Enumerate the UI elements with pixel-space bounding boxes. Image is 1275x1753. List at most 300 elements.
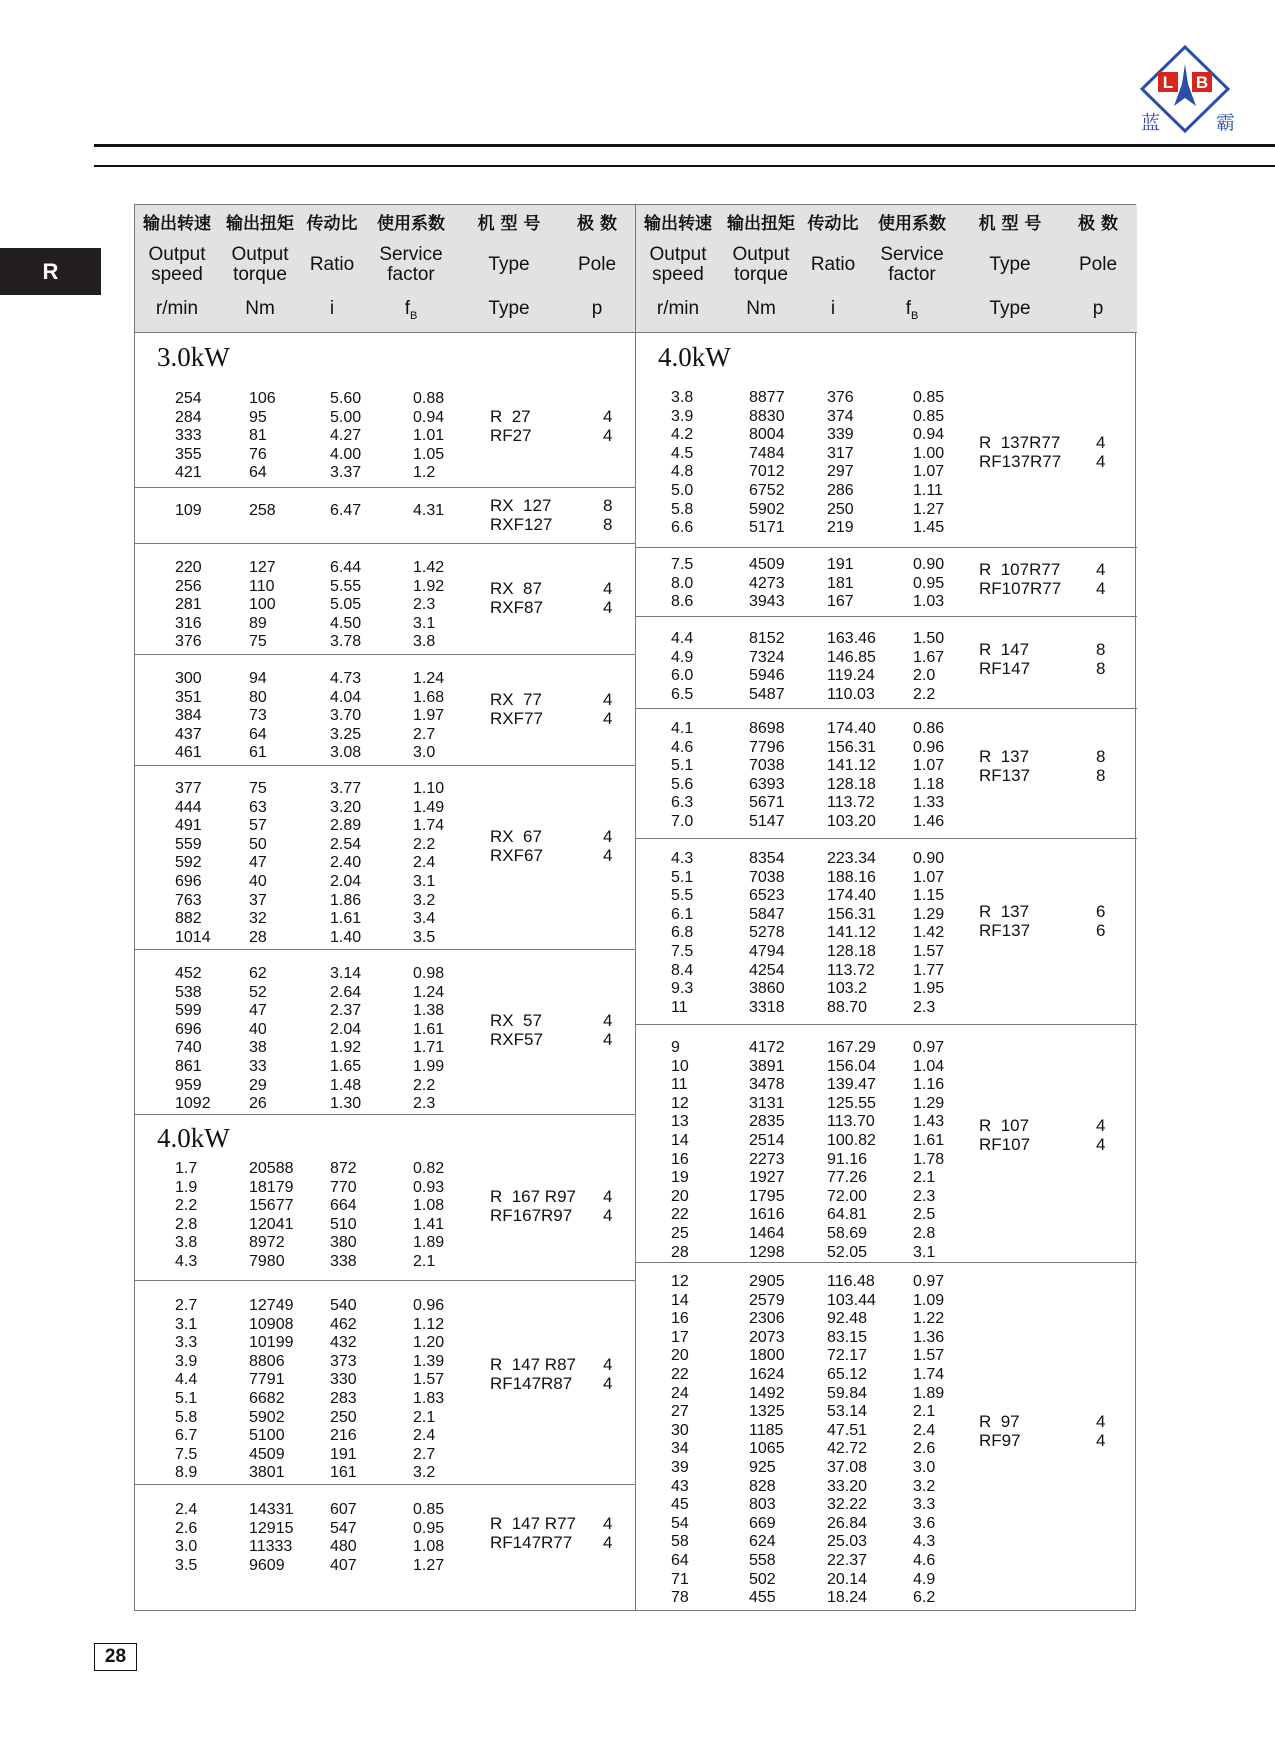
table-cell: 6.5 — [671, 685, 694, 703]
table-cell: 110.03 — [827, 685, 875, 703]
table-cell: 5.1 — [175, 1389, 198, 1407]
table-cell: 250 — [330, 1408, 357, 1426]
table-cell: 1.57 — [413, 1371, 445, 1389]
table-row — [636, 1366, 1137, 1385]
pole-label — [603, 1012, 612, 1049]
table-cell: 0.85 — [913, 407, 945, 425]
header-en-label — [301, 255, 363, 275]
table-cell: 1.07 — [913, 757, 945, 775]
table-cell: 64.81 — [827, 1206, 868, 1224]
type-line: R 137R77 — [979, 433, 1061, 452]
table-cell: 9.3 — [671, 980, 694, 998]
pole-line: 8 — [603, 496, 613, 515]
table-block — [636, 332, 1137, 547]
table-cell: 1.49 — [413, 798, 445, 816]
table-cell: 1.10 — [413, 780, 445, 797]
header-en-line: Ratio — [810, 254, 856, 275]
table-cell: 161 — [330, 1464, 357, 1482]
header-unit-text: Nm — [245, 298, 275, 319]
table-cell: 1.83 — [413, 1389, 445, 1407]
header-unit-label — [219, 299, 301, 319]
table-cell: 959 — [175, 1076, 202, 1094]
table-cell: 538 — [175, 983, 202, 1001]
block-rows — [636, 630, 1137, 704]
table-cell: 373 — [330, 1352, 357, 1370]
table-cell: 1.57 — [913, 1347, 945, 1365]
table-cell: 2.0 — [913, 667, 936, 685]
table-cell: 57 — [249, 817, 267, 835]
header-en-line: Pole — [1078, 254, 1118, 275]
type-line: R 147 — [979, 640, 1030, 659]
header-en-line: Type — [989, 254, 1031, 275]
table-cell: 20 — [671, 1347, 689, 1365]
pole-line: 6 — [1096, 920, 1106, 940]
table-cell: 20.14 — [827, 1570, 868, 1588]
pole-line: 4 — [603, 597, 613, 617]
type-line: R 147 R87 — [490, 1355, 576, 1374]
table-column-right — [635, 205, 1137, 1610]
table-cell: 1.71 — [413, 1039, 445, 1057]
block-rows — [636, 1273, 1137, 1608]
table-cell: 2.4 — [413, 1427, 436, 1445]
table-cell: 106 — [249, 390, 276, 407]
table-cell: 125.55 — [827, 1094, 876, 1112]
table-cell: 8698 — [749, 720, 785, 737]
table-cell: 1.18 — [913, 775, 945, 793]
table-cell: 174.40 — [827, 720, 876, 737]
pole-line: 4 — [603, 1205, 613, 1225]
table-cell: 491 — [175, 817, 202, 835]
table-cell: 4.73 — [330, 670, 362, 687]
table-cell: 2.2 — [413, 835, 436, 853]
table-row — [135, 726, 635, 745]
table-cell: 1.77 — [913, 961, 945, 979]
table-cell: 33 — [249, 1057, 267, 1075]
block-rows — [636, 556, 1137, 612]
table-row — [636, 1478, 1137, 1497]
table-block — [135, 487, 635, 544]
table-cell: 52 — [249, 983, 267, 1001]
table-row — [135, 799, 635, 818]
table-row — [135, 390, 635, 409]
table-cell: 8354 — [749, 850, 785, 867]
type-label — [979, 1117, 1030, 1154]
table-cell: 3.9 — [671, 407, 694, 425]
table-row — [135, 744, 635, 763]
table-row — [636, 776, 1137, 795]
table-cell: 71 — [671, 1570, 689, 1588]
header-cn-label: 传动比 — [807, 214, 859, 234]
table-cell: 421 — [175, 464, 202, 482]
table-row — [636, 1206, 1137, 1225]
table-cell: 2579 — [749, 1291, 785, 1309]
header-en-line: Output — [732, 244, 790, 265]
table-cell: 1.09 — [913, 1291, 945, 1309]
table-row — [636, 1571, 1137, 1590]
table-cell: 47 — [249, 1002, 267, 1020]
header-unit-text: i — [830, 298, 836, 319]
table-cell: 75 — [249, 780, 267, 797]
header-en-line: Type — [488, 254, 530, 275]
header-en-label — [636, 245, 720, 285]
table-row — [135, 670, 635, 689]
table-cell: 16 — [671, 1310, 689, 1328]
type-label — [490, 1515, 576, 1552]
table-cell: 73 — [249, 707, 267, 725]
table-cell: 5.8 — [671, 500, 694, 518]
table-cell: 502 — [749, 1570, 776, 1588]
table-cell: 6523 — [749, 887, 785, 905]
table-cell: 258 — [249, 502, 276, 519]
pole-line: 4 — [603, 1514, 613, 1533]
table-cell: 62 — [249, 965, 267, 982]
table-cell: 141.12 — [827, 757, 876, 775]
table-cell: 8972 — [249, 1234, 285, 1252]
table-cell: 53.14 — [827, 1403, 868, 1421]
page-number: 28 — [94, 1643, 137, 1671]
table-row — [636, 962, 1137, 981]
table-cell: 37 — [249, 891, 267, 909]
pole-label — [1096, 1117, 1105, 1154]
header-rule — [94, 144, 1275, 147]
table-cell: 803 — [749, 1496, 776, 1514]
table-cell: 127 — [249, 559, 276, 576]
table-cell: 2273 — [749, 1150, 785, 1168]
table-cell: 4.04 — [330, 688, 362, 706]
type-label — [979, 903, 1030, 940]
type-line: RXF57 — [490, 1029, 543, 1049]
table-cell: 77.26 — [827, 1169, 868, 1187]
svg-text:L: L — [1162, 73, 1174, 92]
block-rows — [135, 780, 635, 947]
table-cell: 22 — [671, 1206, 689, 1224]
table-cell: 7.0 — [671, 812, 694, 830]
table-cell: 167 — [827, 593, 854, 611]
type-line: R 107R77 — [979, 560, 1061, 579]
table-cell: 1.24 — [413, 983, 445, 1001]
table-cell: 0.82 — [413, 1160, 445, 1177]
table-cell: 110 — [249, 577, 275, 595]
header-unit-text: Nm — [746, 298, 776, 319]
table-cell: 1.43 — [913, 1113, 945, 1131]
table-cell: 128.18 — [827, 775, 876, 793]
table-cell: 2.4 — [413, 854, 436, 872]
table-cell: 547 — [330, 1519, 357, 1537]
table-row — [636, 1347, 1137, 1366]
table-cell: 2.1 — [413, 1252, 436, 1270]
table-cell: 1800 — [749, 1347, 785, 1365]
table-cell: 1.2 — [413, 464, 436, 482]
table-cell: 3.8 — [671, 389, 694, 406]
pole-label — [603, 408, 612, 445]
table-cell: 559 — [175, 835, 202, 853]
table-cell: 1.36 — [913, 1328, 945, 1346]
table-cell: 113.72 — [827, 794, 875, 812]
block-rows — [636, 720, 1137, 832]
table-cell: 20588 — [249, 1160, 294, 1177]
table-cell: 355 — [175, 445, 202, 463]
table-cell: 6682 — [249, 1389, 285, 1407]
table-cell: 1.50 — [913, 630, 945, 647]
header-unit-label — [559, 299, 635, 319]
pole-line: 4 — [603, 1011, 613, 1030]
table-cell: 2.3 — [913, 998, 936, 1016]
type-line: RF107R77 — [979, 578, 1062, 598]
table-block — [135, 1114, 635, 1281]
logo-chinese-text — [1141, 108, 1235, 135]
header-cn-label: 输出转速 — [644, 214, 712, 234]
table-cell: 146.85 — [827, 648, 876, 666]
header-unit-label — [363, 299, 459, 326]
type-label — [490, 580, 543, 617]
table-cell: 7.5 — [671, 942, 694, 960]
table-row — [636, 1552, 1137, 1571]
table-cell: 3.14 — [330, 965, 362, 982]
table-cell: 92.48 — [827, 1310, 868, 1328]
table-cell: 3.2 — [413, 891, 436, 909]
table-cell: 5.0 — [671, 481, 694, 499]
table-cell: 103.2 — [827, 980, 868, 998]
type-label — [490, 497, 552, 534]
table-cell: 1.15 — [913, 887, 945, 905]
table-cell: 339 — [827, 426, 854, 444]
header-unit-text: r/min — [155, 298, 199, 319]
header-unit-label — [960, 299, 1060, 319]
table-cell: 250 — [827, 500, 854, 518]
table-cell: 283 — [330, 1389, 357, 1407]
table-cell: 592 — [175, 854, 202, 872]
table-cell: 2.4 — [175, 1501, 198, 1518]
pole-line: 4 — [603, 1373, 613, 1393]
table-block — [636, 547, 1137, 617]
header-unit-label — [1060, 299, 1136, 319]
header-unit-text: i — [329, 298, 335, 319]
table-row — [135, 1446, 635, 1465]
table-cell: 1624 — [749, 1365, 785, 1383]
table-cell: 8877 — [749, 389, 785, 406]
pole-line: 4 — [1096, 578, 1106, 598]
table-cell: 1.22 — [913, 1310, 945, 1328]
header-en-label — [1060, 255, 1136, 275]
table-cell: 94 — [249, 670, 267, 687]
table-cell: 696 — [175, 872, 202, 890]
table-cell: 13 — [671, 1113, 689, 1131]
table-cell: 5100 — [249, 1427, 285, 1445]
table-row — [636, 630, 1137, 649]
table-cell: 872 — [330, 1160, 357, 1177]
table-block — [636, 1024, 1137, 1263]
table-block — [135, 765, 635, 950]
type-line: RX 67 — [490, 827, 542, 846]
table-cell: 254 — [175, 390, 202, 407]
table-cell: 376 — [175, 633, 202, 651]
table-cell: 2.7 — [413, 1445, 436, 1463]
table-cell: 3.1 — [413, 614, 436, 632]
table-cell: 89 — [249, 614, 267, 632]
table-row — [135, 446, 635, 465]
table-cell: 1.27 — [413, 1556, 445, 1574]
table-cell: 1616 — [749, 1206, 785, 1224]
table-cell: 8.6 — [671, 593, 694, 611]
table-cell: 26 — [249, 1095, 267, 1113]
block-rows — [135, 390, 635, 483]
type-line: RX 77 — [490, 690, 542, 709]
table-row — [636, 739, 1137, 758]
table-cell: 34 — [671, 1440, 689, 1458]
header-en-label — [363, 245, 459, 285]
header-unit-label — [720, 299, 802, 319]
table-cell: 17 — [671, 1328, 689, 1346]
table-block — [636, 1262, 1137, 1611]
header-unit-subscript: B — [910, 309, 919, 322]
table-cell: 6.0 — [671, 667, 694, 685]
table-row — [636, 1310, 1137, 1329]
table-cell: 338 — [330, 1252, 357, 1270]
pole-label — [1096, 1413, 1105, 1450]
table-cell: 3.25 — [330, 725, 362, 743]
table-cell: 664 — [330, 1197, 357, 1215]
table-row — [636, 1533, 1137, 1552]
table-cell: 32 — [249, 910, 267, 928]
table-cell: 1185 — [749, 1421, 784, 1439]
header-cn-label: 极 数 — [1078, 214, 1118, 234]
table-cell: 1.92 — [413, 577, 445, 595]
table-row — [135, 464, 635, 483]
table-cell: 3.1 — [175, 1315, 198, 1333]
type-line: RF147R87 — [490, 1373, 573, 1393]
table-cell: 18179 — [249, 1178, 294, 1196]
table-row — [636, 1459, 1137, 1478]
header-cn-label: 输出转速 — [143, 214, 211, 234]
pole-label — [1096, 903, 1105, 940]
table-cell: 1.11 — [913, 481, 943, 499]
table-row — [135, 1095, 635, 1114]
table-cell: 1795 — [749, 1187, 785, 1205]
table-cell: 4.1 — [671, 720, 694, 737]
table-cell: 39 — [671, 1458, 689, 1476]
table-cell: 4.3 — [913, 1533, 936, 1551]
header-en-label — [135, 245, 219, 285]
table-row — [636, 813, 1137, 832]
table-row — [636, 593, 1137, 612]
table-cell: 3.1 — [413, 872, 436, 890]
table-cell: 4.3 — [671, 850, 694, 867]
header-en-line: Output — [231, 244, 289, 265]
type-label — [490, 1356, 576, 1393]
table-row — [636, 1292, 1137, 1311]
table-row — [135, 615, 635, 634]
table-cell: 380 — [330, 1234, 357, 1252]
table-row — [636, 501, 1137, 520]
table-row — [135, 502, 635, 521]
pole-line: 4 — [603, 690, 613, 709]
table-block — [636, 838, 1137, 1025]
pole-line: 4 — [603, 425, 613, 445]
table-cell: 333 — [175, 427, 202, 445]
table-cell: 83.15 — [827, 1328, 868, 1346]
table-cell: 1.67 — [913, 648, 945, 666]
table-cell: 770 — [330, 1178, 357, 1196]
table-cell: 3131 — [749, 1094, 785, 1112]
table-row — [636, 887, 1137, 906]
table-cell: 4509 — [249, 1445, 285, 1463]
header-en-line: Pole — [577, 254, 617, 275]
table-cell: 7038 — [749, 757, 785, 775]
power-label: 4.0kW — [658, 342, 731, 372]
table-cell: 5.1 — [671, 757, 694, 775]
table-cell: 7791 — [249, 1371, 285, 1389]
table-cell: 3.0 — [913, 1458, 936, 1476]
table-row — [636, 389, 1137, 408]
table-row — [135, 559, 635, 578]
table-cell: 2.8 — [913, 1224, 936, 1242]
table-cell: 2.7 — [413, 725, 436, 743]
table-row — [636, 1329, 1137, 1348]
table-cell: 2.3 — [413, 596, 436, 614]
header-en-line: Service — [379, 244, 443, 265]
table-cell: 407 — [330, 1556, 357, 1574]
table-cell: 113.72 — [827, 961, 875, 979]
table-cell: 1.42 — [913, 924, 945, 942]
table-row — [636, 943, 1137, 962]
table-cell: 43 — [671, 1477, 689, 1495]
table-row — [636, 1403, 1137, 1422]
table-cell: 1927 — [749, 1169, 785, 1187]
header-en-label — [720, 245, 802, 285]
table-cell: 1.29 — [913, 905, 945, 923]
table-row — [636, 1515, 1137, 1534]
table-cell: 5.60 — [330, 390, 362, 407]
table-cell: 1298 — [749, 1243, 785, 1261]
table-cell: 1.33 — [913, 794, 945, 812]
table-cell: 558 — [749, 1551, 776, 1569]
header-en-line: Output — [148, 244, 206, 265]
table-cell: 4.4 — [671, 630, 694, 647]
table-cell: 3318 — [749, 998, 785, 1016]
table-cell: 7484 — [749, 444, 785, 462]
table-row — [135, 1234, 635, 1253]
table-cell: 174.40 — [827, 887, 876, 905]
table-cell: 1.61 — [913, 1131, 945, 1149]
table-cell: 12915 — [249, 1519, 294, 1537]
table-cell: 100 — [249, 596, 276, 614]
table-cell: 3.9 — [175, 1352, 198, 1370]
table-cell: 540 — [330, 1297, 357, 1314]
table-cell: 1.46 — [913, 812, 945, 830]
table-cell: 2306 — [749, 1310, 785, 1328]
header-en-line: speed — [652, 264, 704, 285]
type-line: R 167 R97 — [490, 1187, 576, 1206]
table-cell: 128.18 — [827, 942, 876, 960]
table-cell: 28 — [671, 1243, 689, 1261]
table-cell: 384 — [175, 707, 202, 725]
table-cell: 12041 — [249, 1215, 294, 1233]
table-row — [636, 686, 1137, 705]
table-cell: 3891 — [749, 1057, 785, 1075]
table-row — [135, 1039, 635, 1058]
table-cell: 6.3 — [671, 794, 694, 812]
type-label — [979, 434, 1061, 471]
table-row — [135, 596, 635, 615]
table-cell: 1.04 — [913, 1057, 945, 1075]
table-cell: 11 — [671, 1076, 688, 1094]
table-cell: 1.40 — [330, 928, 362, 946]
header-cn-label: 使用系数 — [878, 214, 946, 234]
table-cell: 5487 — [749, 685, 785, 703]
header-en-label — [864, 245, 960, 285]
table-cell: 1.20 — [413, 1334, 445, 1352]
table-cell: 256 — [175, 577, 202, 595]
